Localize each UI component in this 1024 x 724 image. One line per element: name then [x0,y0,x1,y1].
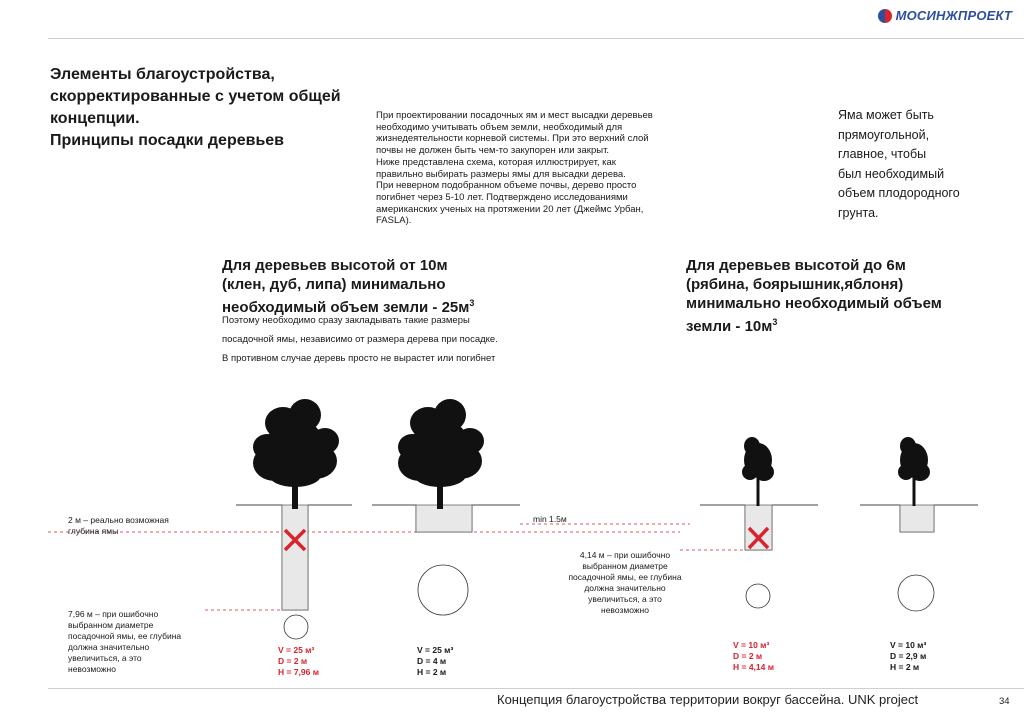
intro-line: FASLA). [376,215,412,227]
note-line: Яма может быть [838,108,934,122]
left-wrong-depth-note [68,609,218,675]
note-line: должна значительно [68,642,150,652]
note-line: невозможно [601,605,649,615]
subnote-line: посадочной ямы, независимо от размера дерева при посадке. [222,334,498,345]
intro-line: При проектировании посадочных ям и мест высадки деревьев [376,110,653,121]
intro-line: почвы не должен быть чем-то закупорен или закрыт. [376,145,610,157]
intro-line: жизнедеятельности корневой системы. При это верхний слой [376,133,649,145]
heading-line: Для деревьев высотой до 6м [686,257,906,274]
spec-diameter: D = 2,9 м [890,651,927,661]
spec-volume: V = 25 м³ [417,645,454,655]
intro-line: необходимо учитывать объем земли, необходимый для [376,121,623,133]
spec-height: H = 4,14 м [733,662,775,672]
spec-block-4 [890,640,926,673]
intro-line: правильно выбирать размеры ямы для высадки дерева. [376,168,626,180]
spec-height: H = 2 м [417,667,447,677]
page-number: 34 [999,696,1010,707]
pit-narrow-deep [236,399,352,639]
large-tree-icon [398,399,484,509]
heading-line: минимально необходимый объем [686,295,942,312]
note-line: увеличиться, а это [588,594,662,604]
pit-diameter-circle [284,615,308,639]
title-line: концепции. [50,110,140,127]
pit-wide-shallow [372,399,520,615]
small-tree-icon [898,437,930,506]
subnote-line: Поэтому необходимо сразу закладывать такие размеры [222,315,470,326]
intro-line: погибнет через 5-10 лет. Подтверждено исследованиями [376,191,628,203]
spec-volume: V = 10 м³ [890,640,927,650]
note-line: невозможно [68,664,116,674]
footer-caption: Концепция благоустройства территории вокруг бассейна. UNK project [497,692,919,707]
small-tree-icon [742,437,774,506]
spec-height: H = 2 м [890,662,920,672]
note-line: 4,14 м – при ошибочно [579,550,671,560]
note-line: грунта. [838,205,879,220]
spec-block-3 [733,640,774,673]
spec-diameter: D = 2 м [278,656,308,666]
spec-block-1 [278,645,319,678]
heading-line: Для деревьев высотой от 10м [222,257,448,274]
title-line: Принципы посадки деревьев [50,132,285,149]
note-line: прямоугольной, [838,127,930,142]
label-line: глубина ямы [68,526,119,536]
heading-line: (клен, дуб, липа) минимально [222,276,446,293]
spec-block-2 [417,645,453,678]
note-line: посадочной ямы, ее глубина [68,631,182,641]
depth-label [68,515,208,537]
note-line: увеличиться, а это [68,653,142,663]
heading-text: земли - 10м [686,318,773,335]
footer-divider [48,688,1024,689]
intro-line: При неверном подобранном объеме почвы, дерево просто [376,180,637,192]
note-line: должна значительно [584,583,666,593]
heading-line: (рябина, боярышник,яблоня) [686,276,904,293]
intro-line: американских ученых на протяжении 20 лет (Джеймс Урбан, [376,203,644,215]
min-depth-label: min 1.5м [533,514,567,524]
label-line: 2 м – реально возможная [68,515,169,525]
note-line: 7,96 м – при ошибочно [68,609,159,619]
subnote-line: В противном случае деревь просто не вырастет или погибнет [222,353,496,364]
note-line: объем плодородного [838,186,960,200]
large-tree-icon [253,399,339,509]
pit-narrow-deep-small [700,437,818,608]
spec-volume: V = 25 м³ [278,645,315,655]
heading-superscript: 3 [772,317,778,327]
spec-diameter: D = 2 м [733,651,763,661]
pit-diameter-circle [746,584,770,608]
intro-line: Ниже представлена схема, которая иллюстрирует, как [376,156,616,168]
pit-diameter-circle [418,565,468,615]
pit-wide-shallow-small [860,437,978,611]
spec-volume: V = 10 м³ [733,640,770,650]
note-line: выбранном диаметре [68,620,154,630]
heading-superscript: 3 [469,298,475,308]
heading-text: необходимый объем земли - 25м [222,299,470,316]
note-line: был необходимый [838,166,945,181]
title-line: скорректированные с учетом общей [50,88,341,105]
right-wrong-depth-note [560,550,690,616]
note-line: главное, чтобы [838,147,927,161]
logo-text: МОСИНЖПРОЕКТ [895,8,1012,23]
pit-diameter-circle [898,575,934,611]
note-line: посадочной ямы, ее глубина [568,572,682,582]
spec-height: H = 7,96 м [278,667,320,677]
title-line: Элементы благоустройства, [50,66,275,83]
note-line: выбранном диаметре [582,561,668,571]
spec-diameter: D = 4 м [417,656,447,666]
